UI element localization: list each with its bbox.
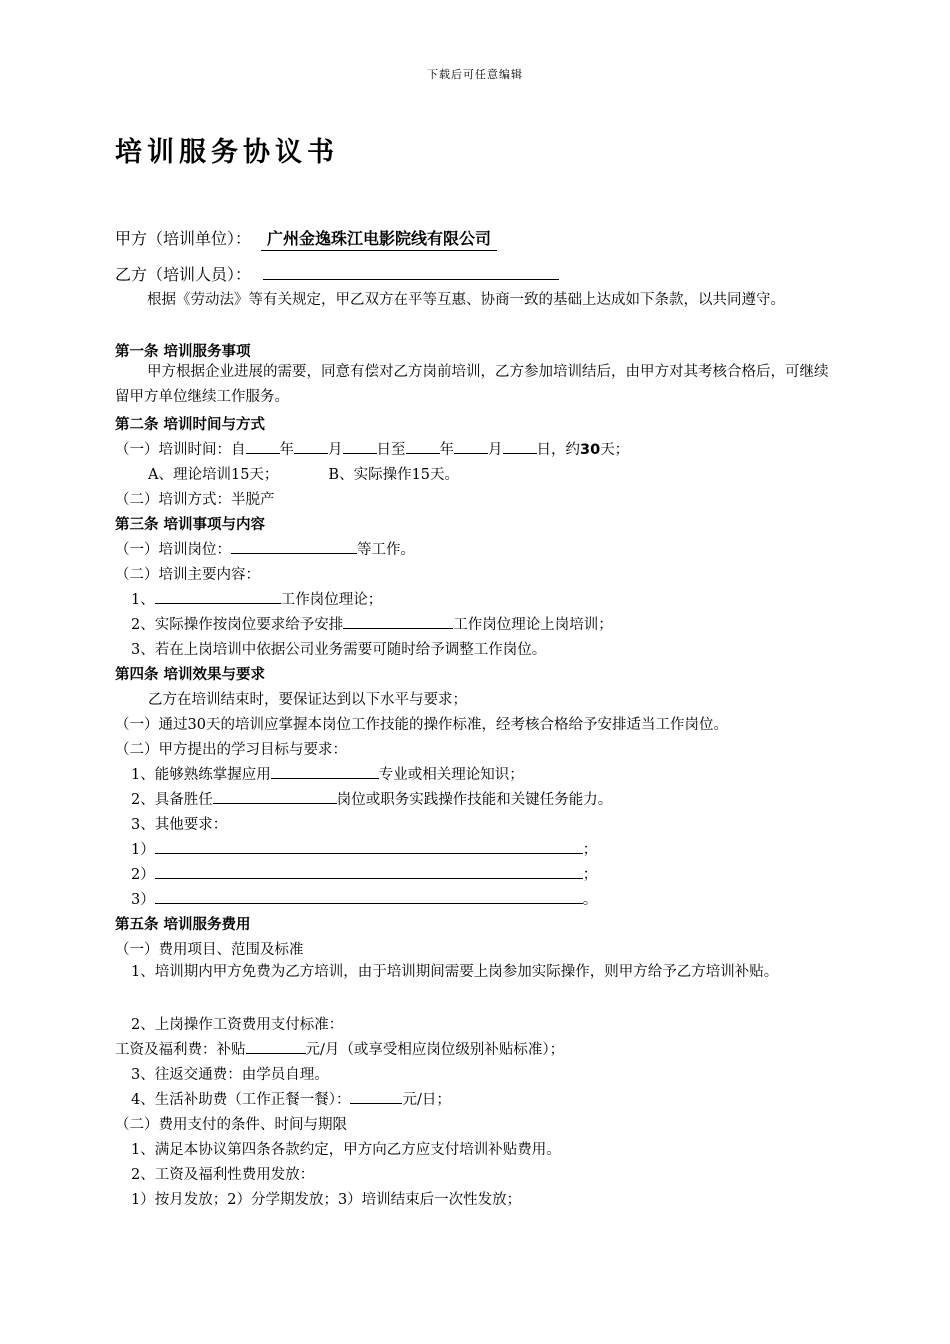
party-a-line	[115, 226, 497, 251]
item-1-suffix: 工作岗位理论；	[280, 592, 383, 608]
content-title: （二）培训主要内容：	[115, 567, 260, 583]
fee-item-3: 3、往返交通费：由学员自理。	[131, 1067, 329, 1083]
training-split-line	[148, 463, 870, 484]
wage-prefix: 工资及福利费：补贴	[115, 1042, 246, 1058]
article-4-heading: 第四条 培训效果与要求	[115, 667, 266, 683]
training-post-label: （一）培训岗位：	[115, 542, 231, 558]
year-label: 年	[279, 442, 294, 458]
other-req-2-blank[interactable]	[155, 864, 583, 879]
content-item-1	[131, 588, 853, 609]
meal-line	[131, 1088, 853, 1109]
article-4-intro: 乙方在培训结束时，要保证达到以下水平与要求；	[148, 692, 467, 708]
meal-blank[interactable]	[350, 1089, 402, 1104]
training-time-line	[115, 438, 837, 459]
goal-1-blank[interactable]	[271, 764, 379, 779]
other-req-3-num: 3）	[131, 892, 155, 908]
article-3-heading: 第三条 培训事项与内容	[115, 517, 266, 533]
goal-2	[131, 788, 853, 809]
item-2-blank[interactable]	[343, 614, 453, 629]
goal-1	[131, 763, 853, 784]
days-number: 30	[580, 442, 601, 458]
day-approx-label: 日，约	[536, 442, 580, 458]
meal-prefix: 4、生活补助费（工作正餐一餐）：	[131, 1092, 351, 1108]
other-req-1-blank[interactable]	[155, 839, 583, 854]
party-b-label: 乙方（培训人员）：	[115, 265, 252, 284]
training-post-suffix: 等工作。	[357, 542, 415, 558]
article-2-heading: 第二条 培训时间与方式	[115, 417, 266, 433]
practice-training: B、实际操作15天。	[328, 467, 460, 483]
goal-2-prefix: 2、具备胜任	[131, 792, 213, 808]
month-label: 月	[328, 442, 343, 458]
day-to-label: 日至	[376, 442, 406, 458]
other-req-3-end: 。	[582, 892, 598, 908]
payment-item-2: 2、工资及福利性费用发放：	[131, 1167, 315, 1183]
party-b-blank[interactable]	[263, 263, 559, 280]
other-req-2-num: 2）	[131, 867, 155, 883]
intro-paragraph: 根据《劳动法》等有关规定，甲乙双方在平等互惠、协商一致的基础上达成如下条款，以共同遵守。	[147, 292, 785, 308]
other-req-1-end: ；	[582, 842, 598, 858]
goal-1-suffix: 专业或相关理论知识；	[378, 767, 524, 783]
start-year-blank[interactable]	[246, 439, 280, 454]
wage-suffix: 元/月（或享受相应岗位级别补贴标准）；	[305, 1042, 565, 1058]
requirement-1: （一）通过30天的培训应掌握本岗位工作技能的操作标准，经考核合格给予安排适当工作岗位。	[115, 717, 728, 733]
other-req-2-end: ；	[582, 867, 598, 883]
item-2-prefix: 2、实际操作按岗位要求给予安排	[131, 617, 344, 633]
fee-item-1: 1、培训期内甲方免费为乙方培训，由于培训期间需要上岗参加实际操作，则甲方给予乙方培训补贴。	[131, 964, 779, 980]
fee-item-2: 2、上岗操作工资费用支付标准：	[131, 1017, 344, 1033]
wage-line	[115, 1038, 837, 1059]
content-item-2	[131, 613, 853, 634]
fee-section-2: （二）费用支付的条件、时间与期限	[115, 1117, 347, 1133]
wage-blank[interactable]	[246, 1039, 306, 1054]
training-time-label: （一）培训时间：自	[115, 442, 246, 458]
goal-2-blank[interactable]	[213, 789, 337, 804]
other-req-2	[131, 863, 853, 884]
other-req-3-blank[interactable]	[155, 889, 583, 904]
goal-2-suffix: 岗位或职务实践操作技能和关键任务能力。	[336, 792, 613, 808]
year-label-2: 年	[439, 442, 454, 458]
days-unit: 天；	[600, 442, 630, 458]
meal-suffix: 元/日；	[402, 1092, 451, 1108]
training-method: （二）培训方式：半脱产	[115, 492, 275, 508]
start-day-blank[interactable]	[343, 439, 377, 454]
month-label-2: 月	[488, 442, 503, 458]
item-2-suffix: 工作岗位理论上岗培训；	[453, 617, 613, 633]
document-title: 培训服务协议书	[115, 137, 339, 168]
requirement-2: （二）甲方提出的学习目标与要求：	[115, 742, 347, 758]
party-a-label: 甲方（培训单位）：	[115, 229, 252, 248]
goal-3: 3、其他要求：	[131, 817, 228, 833]
training-post-blank[interactable]	[231, 539, 357, 554]
content-item-3: 3、若在上岗培训中依据公司业务需要可随时给予调整工作岗位。	[131, 642, 547, 658]
article-5-heading: 第五条 培训服务费用	[115, 917, 251, 933]
theory-training: A、理论培训15天；	[148, 467, 279, 483]
other-req-1-num: 1）	[131, 842, 155, 858]
fee-section-1: （一）费用项目、范围及标准	[115, 942, 304, 958]
end-month-blank[interactable]	[454, 439, 488, 454]
payment-item-3: 1）按月发放；2）分学期发放；3）培训结束后一次性发放；	[131, 1192, 522, 1208]
other-req-1	[131, 838, 853, 859]
party-b-line	[115, 262, 559, 285]
item-1-blank[interactable]	[155, 589, 281, 604]
end-year-blank[interactable]	[406, 439, 440, 454]
goal-1-prefix: 1、能够熟练掌握应用	[131, 767, 271, 783]
payment-item-1: 1、满足本协议第四条各款约定，甲方向乙方应支付培训补贴费用。	[131, 1142, 561, 1158]
other-req-3	[131, 888, 853, 909]
end-day-blank[interactable]	[503, 439, 537, 454]
item-1-prefix: 1、	[131, 592, 155, 608]
article-1-body: 甲方根据企业进展的需要，同意有偿对乙方岗前培训，乙方参加培训结后，由甲方对其考核合格后，可继续留甲方单位继续工作服务。	[115, 364, 829, 405]
header-note: 下载后可任意编辑	[427, 68, 523, 81]
party-a-value: 广州金逸珠江电影院线有限公司	[261, 226, 497, 251]
training-post-line	[115, 538, 837, 559]
article-1-heading: 第一条 培训服务事项	[115, 344, 251, 360]
start-month-blank[interactable]	[294, 439, 328, 454]
